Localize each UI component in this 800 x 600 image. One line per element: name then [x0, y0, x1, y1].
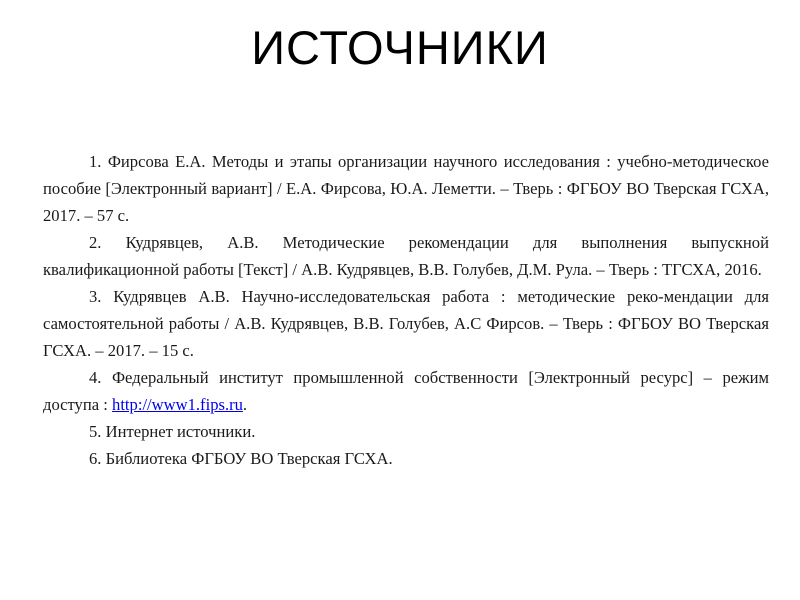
reference-item-4-end: .	[242, 395, 248, 414]
reference-item-3: 3. Кудрявцев А.В. Научно-исследовательская работа : методические реко-мендации для самостоятельной работы / А.В. Кудрявцев, В.В. Голубев, А.С Фирсов. – Тверь : ФГБОУ ВО Тверская ГСХА. – 2017. – 15 с.	[43, 287, 769, 360]
reference-item-4	[43, 364, 769, 418]
reference-list	[43, 148, 769, 472]
reference-item-5: 5. Интернет источники.	[89, 422, 256, 441]
slide-title: ИСТОЧНИКИ	[251, 21, 549, 74]
reference-item-1: 1. Фирсова Е.А. Методы и этапы организации научного исследования : учебно-методическое пособие [Электронный вариант] / Е.А. Фирсова, Ю.А. Леметти. – Тверь : ФГБОУ ВО Тверская ГСХА, 2017. – 57 с.	[43, 152, 769, 225]
reference-item-2: 2. Кудрявцев, А.В. Методические рекомендации для выполнения выпускной квалификационной работы [Текст] / А.В. Кудрявцев, В.В. Голубев, Д.М. Рула. – Тверь : ТГСХА, 2016.	[43, 233, 769, 279]
fips-link[interactable]: http://www1.fips.ru	[112, 395, 243, 414]
reference-item-4-text: 4. Федеральный институт промышленной собственности [Электронный ресурс] – режим доступа :	[43, 368, 769, 414]
reference-item-6: 6. Библиотека ФГБОУ ВО Тверская ГСХА.	[89, 449, 393, 468]
